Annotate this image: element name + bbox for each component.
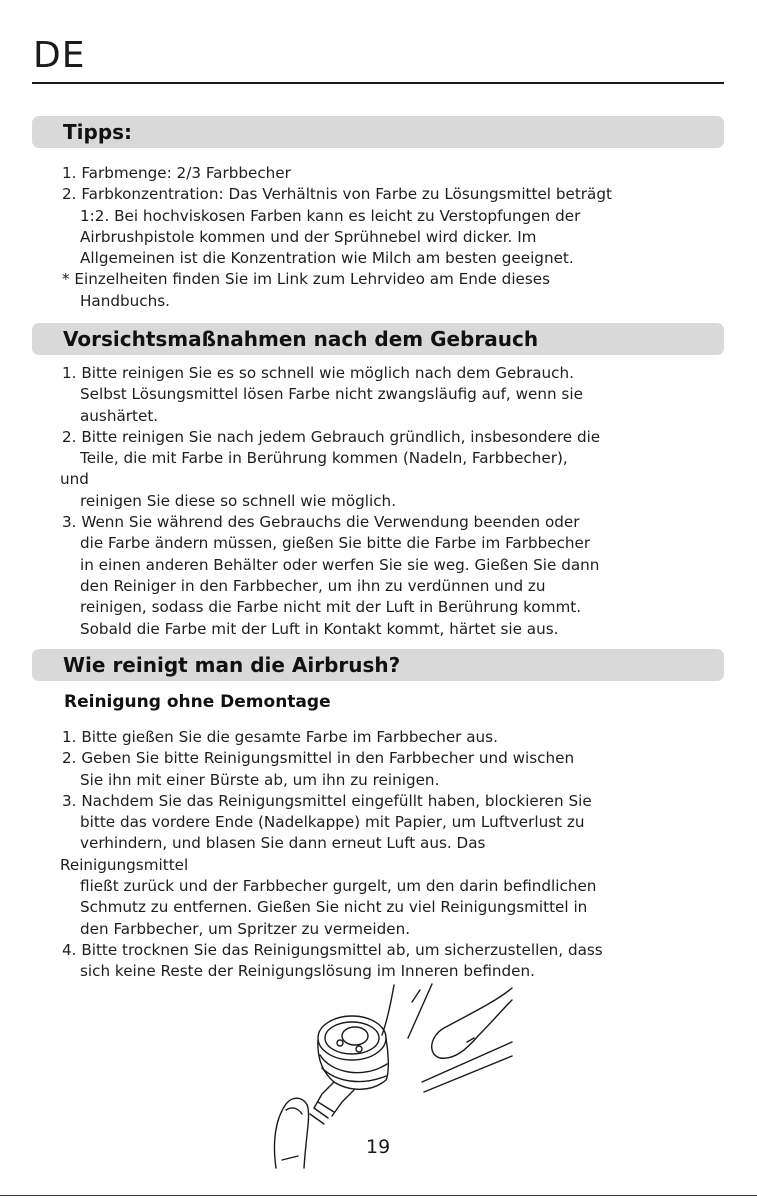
header-rule: [32, 82, 724, 84]
text-line: den Farbbecher, um Spritzer zu vermeiden.: [80, 919, 411, 938]
text-line: Selbst Lösungsmittel lösen Farbe nicht zwangsläufig auf, wenn sie: [80, 385, 583, 404]
text-line: 1. Farbmenge: 2/3 Farbbecher: [62, 164, 291, 182]
text-line: 2. Bitte reinigen Sie nach jedem Gebrauch gründlich, insbesondere die: [62, 427, 601, 446]
text-line: Allgemeinen ist die Konzentration wie Milch am besten geeignet.: [80, 249, 574, 268]
text-line: reinigen, sodass die Farbe nicht mit der Luft in Berührung kommt.: [80, 598, 582, 617]
text-line: 1. Bitte reinigen Sie es so schnell wie möglich nach dem Gebrauch.: [62, 364, 574, 382]
text-line: reinigen Sie diese so schnell wie möglich.: [80, 491, 397, 510]
text-line: Schmutz zu entfernen. Gießen Sie nicht zu viel Reinigungsmittel in: [80, 898, 588, 917]
section-title-precautions: Vorsichtsmaßnahmen nach dem Gebrauch: [63, 327, 539, 351]
text-line: 2. Geben Sie bitte Reinigungsmittel in den Farbbecher und wischen: [62, 749, 575, 768]
cleaning-list: [62, 727, 734, 983]
text-line: und: [60, 470, 89, 489]
text-line: 1:2. Bei hochviskosen Farben kann es leicht zu Verstopfungen der: [80, 206, 581, 225]
airbrush-cleaning-illustration-icon: [262, 980, 522, 1175]
language-code: DE: [33, 35, 86, 76]
text-line: Handbuchs.: [80, 291, 170, 310]
text-line: Reinigungsmittel: [60, 855, 189, 874]
section-header-precautions: [32, 323, 724, 355]
footer-rule: [0, 1195, 757, 1196]
text-line: in einen anderen Behälter oder werfen Sie sie weg. Gießen Sie dann: [80, 555, 600, 574]
section-title-tips: Tipps:: [63, 120, 133, 144]
text-line: aushärtet.: [80, 406, 159, 425]
text-line: Teile, die mit Farbe in Berührung kommen (Nadeln, Farbbecher),: [80, 449, 568, 468]
page-number: 19: [366, 1136, 391, 1158]
text-line: 2. Farbkonzentration: Das Verhältnis von Farbe zu Lösungsmittel beträgt: [62, 185, 612, 204]
precautions-list: [62, 363, 734, 640]
section-header-cleaning: [32, 649, 724, 681]
text-line: die Farbe ändern müssen, gießen Sie bitte die Farbe im Farbbecher: [80, 534, 591, 553]
section-title-cleaning: Wie reinigt man die Airbrush?: [63, 653, 401, 677]
text-line: 4. Bitte trocknen Sie das Reinigungsmittel ab, um sicherzustellen, dass: [62, 940, 603, 959]
subsection-title: Reinigung ohne Demontage: [64, 692, 331, 712]
text-line: * Einzelheiten finden Sie im Link zum Lehrvideo am Ende dieses: [62, 270, 551, 289]
text-line: Airbrushpistole kommen und der Sprühnebel wird dicker. Im: [80, 227, 537, 246]
text-line: den Reiniger in den Farbbecher, um ihn zu verdünnen und zu: [80, 576, 546, 595]
text-line: fließt zurück und der Farbbecher gurgelt, um den darin befindlichen: [80, 877, 597, 896]
text-line: bitte das vordere Ende (Nadelkappe) mit Papier, um Luftverlust zu: [80, 813, 585, 832]
text-line: Sobald die Farbe mit der Luft in Kontakt kommt, härtet sie aus.: [80, 619, 559, 638]
text-line: 3. Nachdem Sie das Reinigungsmittel eingefüllt haben, blockieren Sie: [62, 791, 592, 810]
text-line: sich keine Reste der Reinigungslösung im Inneren befinden.: [80, 962, 535, 981]
text-line: 3. Wenn Sie während des Gebrauchs die Verwendung beenden oder: [62, 513, 580, 532]
text-line: 1. Bitte gießen Sie die gesamte Farbe im Farbbecher aus.: [62, 728, 498, 746]
section-header-tips: [32, 116, 724, 148]
tips-list: [62, 163, 734, 312]
text-line: Sie ihn mit einer Bürste ab, um ihn zu reinigen.: [80, 770, 440, 789]
text-line: verhindern, und blasen Sie dann erneut Luft aus. Das: [80, 834, 486, 853]
